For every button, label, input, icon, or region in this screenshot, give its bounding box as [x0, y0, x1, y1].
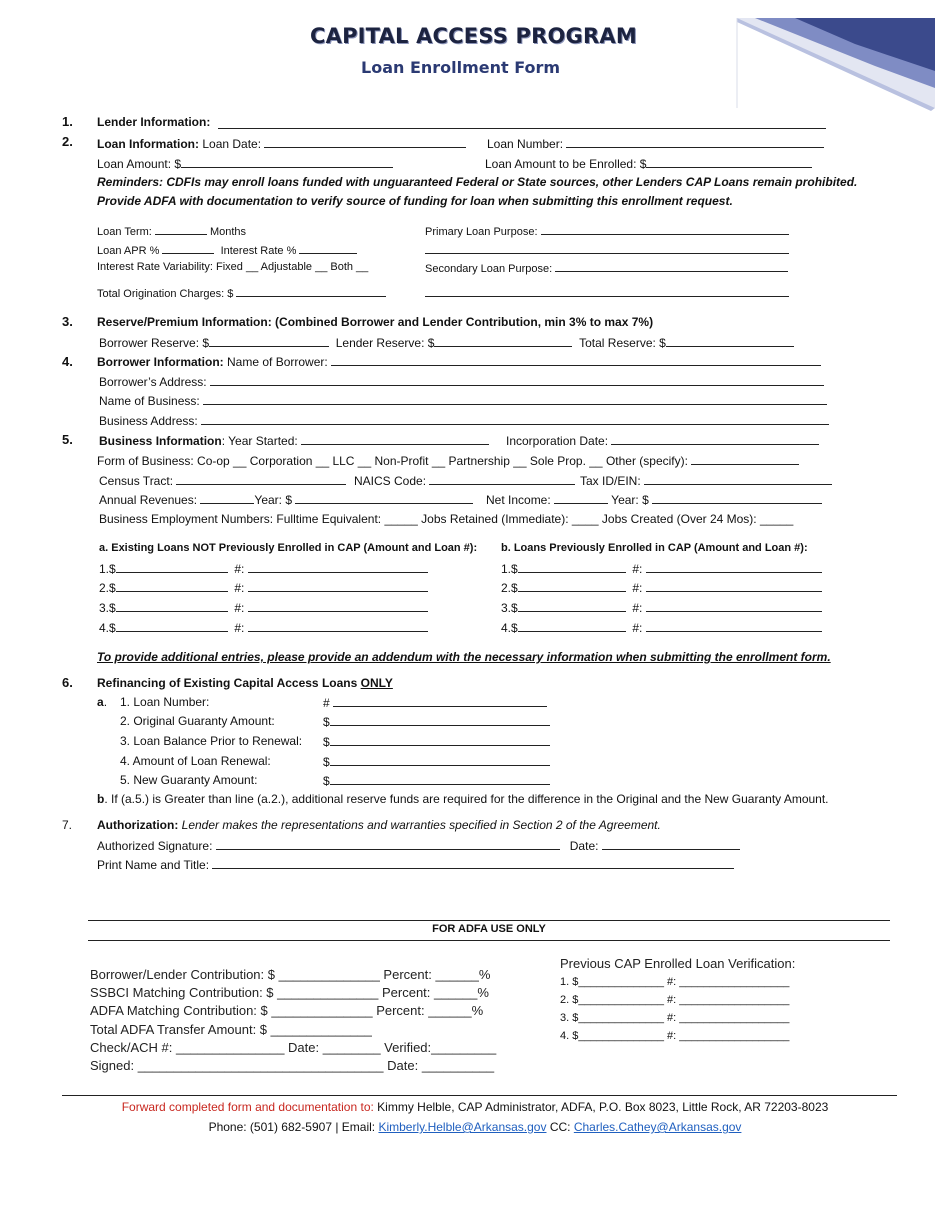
previous-loan-2-amount[interactable] [518, 580, 626, 592]
refi-original-guaranty-prefix: $ [323, 715, 330, 729]
refi-loan-number-field[interactable] [333, 695, 547, 707]
addendum-note: To provide additional entries, please provide an addendum with the necessary information when submitting the enrollment form. [97, 650, 831, 664]
net-income-label: Net Income: [486, 493, 551, 507]
loan-information-row [97, 136, 466, 151]
existing-loan-1-amount[interactable] [116, 561, 228, 573]
business-information-label: Business Information [99, 434, 222, 448]
incorporation-date-field[interactable] [611, 433, 819, 445]
loan-number-field[interactable] [566, 136, 824, 148]
existing-loan-3-hash: #: [234, 601, 245, 615]
loan-amount-label: Loan Amount: $ [97, 157, 182, 171]
existing-loan-1-hash: #: [234, 562, 245, 576]
previous-loan-4-number[interactable] [646, 620, 822, 632]
existing-loan-3-number[interactable] [248, 600, 428, 612]
existing-loan-1-label: 1.$ [99, 562, 116, 576]
adfa-top-rule [88, 920, 890, 921]
signature-date-field[interactable] [602, 838, 740, 850]
refi-original-guaranty-field[interactable] [330, 714, 550, 726]
borrower-information-label: Borrower Information: [97, 355, 224, 369]
origination-charges-field[interactable] [236, 285, 386, 297]
authorized-signature-label: Authorized Signature: [97, 839, 213, 853]
loan-apr-label: Loan APR % [97, 245, 160, 257]
incorporation-date-label: Incorporation Date: [506, 434, 609, 448]
verification-row-2[interactable]: 2. $______________ #: __________________ [560, 994, 790, 1006]
section-6-number: 6. [62, 675, 73, 690]
lender-reserve-label: Lender Reserve: $ [335, 336, 435, 350]
authorized-signature-field[interactable] [216, 838, 560, 850]
adfa-borrower-lender-line[interactable]: Borrower/Lender Contribution: $ ______________ Percent: ______% [90, 967, 491, 982]
refi-new-guaranty-field[interactable] [330, 773, 550, 785]
secondary-purpose-field[interactable] [555, 260, 788, 272]
reminder-line-1: Reminders: CDFIs may enroll loans funded with unguaranteed Federal or State sources, other Lenders CAP Loans remain prohibited. [97, 175, 858, 189]
previous-loan-3-number[interactable] [646, 600, 822, 612]
adfa-header: FOR ADFA USE ONLY [432, 923, 546, 935]
verification-row-1[interactable]: 1. $______________ #: __________________ [560, 976, 790, 988]
adfa-bottom-rule [88, 940, 890, 941]
loan-number-label: Loan Number: [487, 137, 564, 151]
verification-row-4[interactable]: 4. $______________ #: __________________ [560, 1030, 790, 1042]
adfa-transfer-line[interactable]: Total ADFA Transfer Amount: $ ______________ [90, 1022, 372, 1037]
net-income-field[interactable] [652, 492, 822, 504]
section-1-number: 1. [62, 114, 73, 129]
existing-loan-4-hash: #: [234, 621, 245, 635]
form-subtitle: Loan Enrollment Form [361, 58, 561, 77]
corner-decoration-graphic [735, 16, 935, 111]
footer-cc: CC: [546, 1120, 574, 1134]
existing-loan-3-amount[interactable] [116, 600, 228, 612]
adfa-check-line[interactable]: Check/ACH #: _______________ Date: ________ Verified:_________ [90, 1040, 497, 1055]
borrower-name-label: Name of Borrower: [227, 355, 328, 369]
loan-amount-field[interactable] [181, 156, 393, 168]
refi-loan-balance-label: 3. Loan Balance Prior to Renewal: [120, 734, 303, 748]
previous-loan-2-number[interactable] [646, 580, 822, 592]
borrower-address-label: Borrower’s Address: [99, 375, 207, 389]
signature-date-label: Date: [569, 839, 599, 853]
refi-original-guaranty-label: 2. Original Guaranty Amount: [120, 714, 275, 728]
loan-date-label: Loan Date: [202, 137, 262, 151]
interest-rate-label: Interest Rate % [220, 245, 297, 257]
print-name-field[interactable] [212, 857, 734, 869]
part-a-label: a [97, 695, 104, 709]
business-name-label: Name of Business: [99, 394, 200, 408]
existing-loans-header: a. Existing Loans NOT Previously Enrolled in CAP (Amount and Loan #): [99, 542, 478, 554]
year-started-field[interactable] [301, 433, 489, 445]
previous-loan-3-hash: #: [632, 601, 643, 615]
revenues-year-field[interactable] [200, 492, 254, 504]
section-5-number: 5. [62, 432, 73, 447]
business-address-label: Business Address: [99, 414, 198, 428]
naics-code-field[interactable] [429, 473, 575, 485]
form-title: CAPITAL ACCESS PROGRAM [310, 24, 637, 48]
loan-information-label: Loan Information: [97, 137, 199, 151]
adfa-signed-line[interactable]: Signed: __________________________________ Date: __________ [90, 1058, 495, 1073]
forward-address: Kimmy Helble, CAP Administrator, ADFA, P.O. Box 8023, Little Rock, AR 72203-8023 [373, 1100, 829, 1114]
borrower-address-field[interactable] [210, 374, 824, 386]
months-label: Months [209, 226, 247, 238]
primary-purpose-label: Primary Loan Purpose: [425, 226, 538, 238]
refi-loan-balance-field[interactable] [330, 734, 550, 746]
annual-revenues-label: Annual Revenues: [99, 493, 198, 507]
census-tract-field[interactable] [176, 473, 346, 485]
origination-charges-label: Total Origination Charges: $ [97, 288, 234, 300]
section-2-number: 2. [62, 134, 73, 149]
adfa-matching-line[interactable]: ADFA Matching Contribution: $ ______________ Percent: ______% [90, 1003, 484, 1018]
secondary-purpose-field-2[interactable] [425, 284, 789, 297]
verification-row-3[interactable]: 3. $______________ #: __________________ [560, 1012, 790, 1024]
lender-information-field[interactable] [218, 116, 826, 129]
naics-code-label: NAICS Code: [354, 474, 427, 488]
reserve-information-label: Reserve/Premium Information: (Combined Borrower and Lender Contribution, min 3% to max 7%) [97, 315, 654, 329]
previous-loan-4-label: 4.$ [501, 621, 518, 635]
authorization-text: Lender makes the representations and warranties specified in Section 2 of the Agreement. [178, 818, 661, 832]
previous-loan-2-label: 2.$ [501, 581, 518, 595]
footer-phone: Phone: (501) 682-5907 | Email: [208, 1120, 379, 1134]
previous-loan-2-hash: #: [632, 581, 643, 595]
existing-loan-4-amount[interactable] [116, 620, 228, 632]
previous-loan-1-hash: #: [632, 562, 643, 576]
interest-variability-options[interactable]: Interest Rate Variability: Fixed __ Adjustable __ Both __ [97, 261, 369, 273]
loan-term-label: Loan Term: [97, 226, 152, 238]
authorization-label: Authorization: [97, 818, 179, 832]
year-started-label: : Year Started: [221, 434, 298, 448]
form-of-business-options[interactable]: Form of Business: Co-op __ Corporation __ LLC __ Non-Profit __ Partnership __ Sole Prop. __ Other (specify): [97, 454, 688, 468]
part-b-text: . If (a.5.) is Greater than line (a.2.), additional reserve funds are required for the difference in the Original and the New Guaranty Amount. [104, 792, 829, 806]
refi-loan-number-label: 1. Loan Number: [120, 695, 210, 709]
forward-label: Forward completed form and documentation to: [121, 1100, 374, 1114]
existing-loan-2-hash: #: [234, 581, 245, 595]
tax-id-field[interactable] [644, 473, 832, 485]
total-reserve-label: Total Reserve: $ [579, 336, 666, 350]
loan-enrolled-field[interactable] [646, 156, 812, 168]
loan-enrolled-label: Loan Amount to be Enrolled: $ [485, 157, 647, 171]
previous-loan-3-label: 3.$ [501, 601, 518, 615]
borrower-name-field[interactable] [331, 354, 821, 366]
email-link-cathey[interactable]: Charles.Cathey@Arkansas.gov [573, 1120, 742, 1134]
census-tract-label: Census Tract: [99, 474, 174, 488]
previous-loan-1-label: 1.$ [501, 562, 518, 576]
primary-purpose-field[interactable] [541, 223, 789, 235]
loan-date-field[interactable] [264, 136, 466, 148]
footer-rule [62, 1095, 897, 1096]
net-income-year-label: Year: $ [611, 493, 649, 507]
refi-renewal-amount-field[interactable] [330, 754, 550, 766]
primary-purpose-field-2[interactable] [425, 241, 789, 254]
existing-loan-2-label: 2.$ [99, 581, 116, 595]
borrower-reserve-label: Borrower Reserve: $ [99, 336, 210, 350]
employment-numbers-line[interactable]: Business Employment Numbers: Fulltime Equivalent: _____ Jobs Retained (Immediate): ____ Jobs Created (Over 24 Mos): _____ [99, 512, 794, 526]
interest-rate-field[interactable] [299, 242, 357, 254]
existing-loan-2-number[interactable] [248, 580, 428, 592]
email-link-helble[interactable]: Kimberly.Helble@Arkansas.gov [378, 1120, 547, 1134]
refi-loan-number-prefix: # [323, 696, 330, 710]
adfa-ssbci-line[interactable]: SSBCI Matching Contribution: $ ______________ Percent: ______% [90, 985, 489, 1000]
business-address-field[interactable] [201, 413, 829, 425]
secondary-purpose-label: Secondary Loan Purpose: [425, 263, 553, 275]
previous-loan-4-amount[interactable] [518, 620, 626, 632]
refi-renewal-amount-prefix: $ [323, 755, 330, 769]
reminder-line-2: Provide ADFA with documentation to verify source of funding for loan when submitting this enrollment request. [97, 194, 733, 208]
existing-loan-4-label: 4.$ [99, 621, 116, 635]
existing-loan-3-label: 3.$ [99, 601, 116, 615]
existing-loan-4-number[interactable] [248, 620, 428, 632]
refinancing-label: Refinancing of Existing Capital Access Loans [97, 676, 361, 690]
loan-apr-field[interactable] [162, 242, 214, 254]
refi-new-guaranty-label: 5. New Guaranty Amount: [120, 773, 258, 787]
existing-loan-1-number[interactable] [248, 561, 428, 573]
previous-loan-1-amount[interactable] [518, 561, 626, 573]
total-reserve-field[interactable] [666, 335, 794, 347]
previous-loan-1-number[interactable] [646, 561, 822, 573]
section-4-number: 4. [62, 354, 73, 369]
section-3-number: 3. [62, 314, 73, 329]
refinancing-only: ONLY [360, 676, 393, 690]
previous-loans-header: b. Loans Previously Enrolled in CAP (Amount and Loan #): [501, 542, 808, 554]
refi-new-guaranty-prefix: $ [323, 774, 330, 788]
existing-loan-2-amount[interactable] [116, 580, 228, 592]
loan-term-field[interactable] [155, 223, 207, 235]
print-name-label: Print Name and Title: [97, 858, 210, 872]
business-name-field[interactable] [203, 393, 827, 405]
refi-loan-balance-prefix: $ [323, 735, 330, 749]
revenues-year-label: Year: $ [254, 493, 293, 507]
borrower-reserve-field[interactable] [209, 335, 329, 347]
previous-loan-4-hash: #: [632, 621, 643, 635]
tax-id-label: Tax ID/EIN: [580, 474, 641, 488]
net-income-year-field[interactable] [554, 492, 608, 504]
annual-revenues-field[interactable] [295, 492, 473, 504]
lender-reserve-field[interactable] [434, 335, 572, 347]
lender-information-label: Lender Information: [97, 115, 211, 129]
previous-loan-3-amount[interactable] [518, 600, 626, 612]
part-a-dot: . [103, 695, 108, 709]
other-business-field[interactable] [691, 453, 799, 465]
verification-title: Previous CAP Enrolled Loan Verification: [560, 956, 796, 971]
refi-renewal-amount-label: 4. Amount of Loan Renewal: [120, 754, 271, 768]
section-7-number: 7. [62, 818, 73, 832]
part-b-label: b [97, 792, 105, 806]
